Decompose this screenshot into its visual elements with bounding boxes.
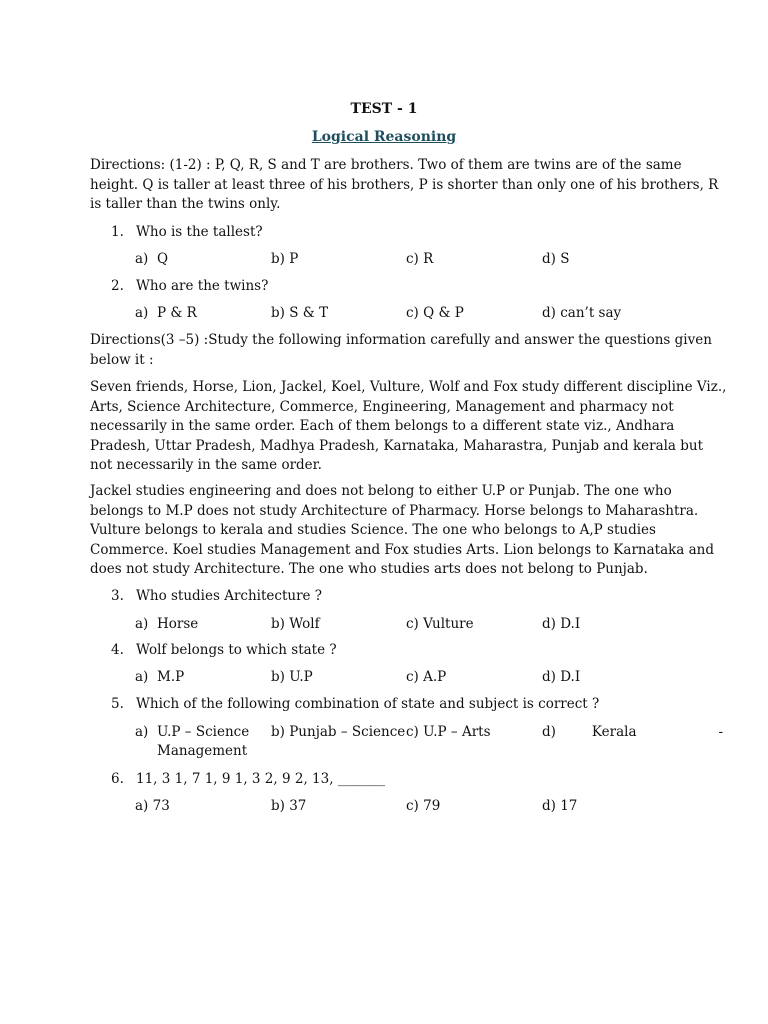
test-title: TEST - 1 [350, 101, 418, 117]
directions-2-line: below it : [90, 351, 154, 368]
paragraph-line: belongs to M.P does not study Architecture of Pharmacy. Horse belongs to Maharashtra. [90, 502, 699, 519]
paragraph-line: not necessarily in the same order. [90, 457, 322, 473]
option-text: Q & P [423, 305, 464, 321]
option-text: A.P [423, 669, 447, 685]
directions-2-line: Directions(3 –5) :Study the following information carefully and answer the questions given [90, 332, 712, 348]
option-label: d) [542, 798, 556, 814]
option-c [406, 305, 464, 321]
paragraph-line: Arts, Science Architecture, Commerce, Engineering, Management and pharmacy not [90, 398, 674, 415]
directions-1-line: Directions: (1-2) : P, Q, R, S and T are brothers. Two of them are twins are of the same [90, 157, 682, 173]
option-label: a) [135, 798, 149, 814]
question-number: 1. [111, 224, 124, 240]
option-b [271, 669, 313, 685]
option-a [135, 798, 170, 814]
option-a [135, 305, 197, 321]
option-b [271, 305, 328, 321]
question-text: 11, 3 1, 7 1, 9 1, 3 2, 9 2, 13, _______ [136, 771, 386, 787]
question-text: Which of the following combination of state and subject is correct ? [136, 696, 600, 712]
option-text: can’t say [560, 305, 622, 321]
option-label: d) [542, 251, 556, 267]
option-label: a) [135, 251, 149, 267]
paragraph-line: Seven friends, Horse, Lion, Jackel, Koel, Vulture, Wolf and Fox study different discipline Viz., [90, 379, 727, 395]
option-label: d) [542, 669, 556, 685]
option-text: M.P [157, 669, 185, 685]
option-c [406, 798, 440, 814]
option-a [135, 251, 168, 267]
directions-1-line: height. Q is taller at least three of his brothers, P is shorter than only one of his brothers, R [90, 176, 719, 193]
option-label: d) [542, 724, 556, 740]
option-text: Kerala [591, 724, 637, 740]
option-label: d) [542, 305, 556, 321]
option-label: c) [406, 251, 419, 267]
question-text: Who is the tallest? [136, 224, 263, 240]
paragraph-line: Jackel studies engineering and does not belong to either U.P or Punjab. The one who [90, 483, 672, 499]
option-text: 79 [423, 798, 441, 814]
option-label: c) [406, 616, 419, 632]
option-b [271, 616, 320, 632]
option-label: c) [406, 305, 419, 321]
option-label: c) [406, 724, 419, 740]
option-label: c) [406, 669, 419, 685]
option-d [542, 724, 723, 740]
option-text: 17 [560, 798, 578, 814]
option-text: S [560, 251, 570, 267]
option-text: 73 [152, 798, 170, 814]
option-text: 37 [289, 798, 307, 814]
option-text: Punjab – Science [289, 724, 406, 740]
question-text: Who are the twins? [136, 278, 269, 294]
option-label: b) [271, 798, 285, 814]
option-text: D.I [560, 616, 581, 632]
option-b [271, 724, 405, 740]
option-text: P [289, 251, 299, 267]
option-label: a) [135, 305, 149, 321]
option-label: c) [406, 798, 419, 814]
option-text: R [423, 251, 434, 267]
option-a [135, 724, 249, 740]
question-number: 6. [111, 771, 124, 787]
passage-paragraph-2 [90, 482, 715, 580]
option-c [406, 251, 433, 267]
option-dash: - [718, 724, 724, 740]
question-text: Wolf belongs to which state ? [136, 642, 337, 658]
option-text: Vulture [423, 616, 474, 632]
question-number: 3. [111, 588, 124, 604]
option-label: a) [135, 669, 149, 685]
option-a-continuation: Management [157, 743, 248, 759]
section-title: Logical Reasoning [311, 129, 457, 145]
option-text: D.I [560, 669, 581, 685]
option-label: b) [271, 724, 285, 740]
question-3 [111, 588, 681, 604]
option-label: b) [271, 669, 285, 685]
question-number: 4. [111, 642, 124, 658]
option-label: b) [271, 616, 285, 632]
option-text: Horse [157, 616, 199, 632]
question-6 [111, 771, 681, 787]
question-text: Who studies Architecture ? [136, 588, 323, 604]
directions-1 [90, 156, 719, 215]
option-text: S & T [289, 305, 329, 321]
paragraph-line: necessarily in the same order. Each of them belongs to a different state viz., Andhara [90, 418, 675, 434]
option-b [271, 798, 306, 814]
option-label: b) [271, 251, 285, 267]
option-a [135, 616, 198, 632]
option-text: U.P [289, 669, 313, 685]
option-c [406, 724, 491, 740]
option-label: a) [135, 724, 149, 740]
option-text: U.P – Arts [423, 724, 491, 740]
paragraph-line: Vulture belongs to kerala and studies Science. The one who belongs to A,P studies [90, 522, 656, 538]
option-d [542, 251, 569, 267]
option-a [135, 669, 184, 685]
option-text: U.P – Science [157, 724, 250, 740]
question-2 [111, 278, 681, 294]
option-label: d) [542, 616, 556, 632]
option-d [542, 616, 580, 632]
directions-2 [90, 331, 712, 370]
paragraph-line: Pradesh, Uttar Pradesh, Madhya Pradesh, Karnataka, Maharastra, Punjab and kerala but [90, 437, 704, 454]
option-b [271, 251, 298, 267]
question-1 [111, 224, 681, 240]
option-d [542, 305, 621, 321]
question-5-options [135, 724, 724, 764]
question-number: 2. [111, 278, 124, 294]
directions-1-line: is taller than the twins only. [90, 196, 281, 212]
question-5 [111, 696, 681, 712]
option-text: Wolf [289, 616, 320, 632]
option-d [542, 669, 580, 685]
question-number: 5. [111, 696, 124, 712]
option-text: Q [157, 251, 169, 267]
question-4 [111, 642, 681, 658]
question-6-options [135, 798, 685, 838]
option-text: P & R [157, 305, 197, 321]
option-c [406, 616, 474, 632]
paragraph-line: Commerce. Koel studies Management and Fox studies Arts. Lion belongs to Karnataka and [90, 541, 715, 558]
option-d [542, 798, 577, 814]
paragraph-line: does not study Architecture. The one who studies arts does not belong to Punjab. [90, 561, 648, 577]
passage-paragraph-1 [90, 378, 727, 476]
option-label: b) [271, 305, 285, 321]
option-label: a) [135, 616, 149, 632]
option-c [406, 669, 446, 685]
